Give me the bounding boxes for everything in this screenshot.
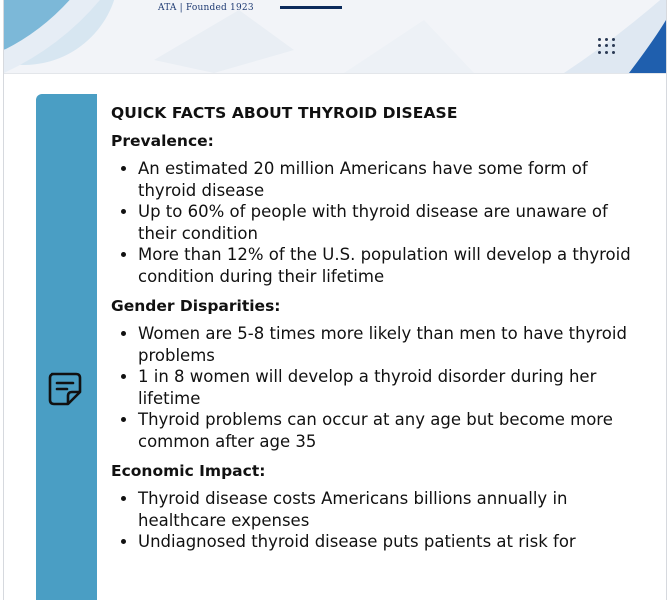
facts-content [111,104,631,563]
active-nav-indicator [280,6,342,9]
page-frame [3,0,667,600]
gender-list [111,323,631,452]
list-item: • 1 in 8 women will develop a thyroid disorder during her lifetime [138,366,631,409]
list-item: • Undiagnosed thyroid disease puts patients at risk for [138,531,631,553]
section-heading-economic: Economic Impact: [111,462,266,480]
facts-card [36,94,656,600]
list-item: • More than 12% of the U.S. population will develop a thyroid condition during their lifetime [138,244,631,287]
list-item: • An estimated 20 million Americans have some form of thyroid disease [138,158,631,201]
list-item: • Women are 5-8 times more likely than men to have thyroid problems [138,323,631,366]
article-title: QUICK FACTS ABOUT THYROID DISEASE [111,104,458,122]
header-banner [4,0,666,74]
section-heading-gender: Gender Disparities: [111,297,281,315]
list-item: • Up to 60% of people with thyroid disease are unaware of their condition [138,201,631,244]
prevalence-list [111,158,631,287]
list-item: • Thyroid problems can occur at any age but become more common after age 35 [138,409,631,452]
section-heading-prevalence: Prevalence: [111,132,214,150]
economic-list [111,488,631,553]
org-tagline: ATA | Founded 1923 [158,3,254,13]
list-item: • Thyroid disease costs Americans billions annually in healthcare expenses [138,488,631,531]
grid-dots-icon[interactable] [596,36,616,56]
card-accent-strip [36,94,97,600]
banner-decoration [4,0,666,73]
sticky-note-icon [46,370,84,408]
